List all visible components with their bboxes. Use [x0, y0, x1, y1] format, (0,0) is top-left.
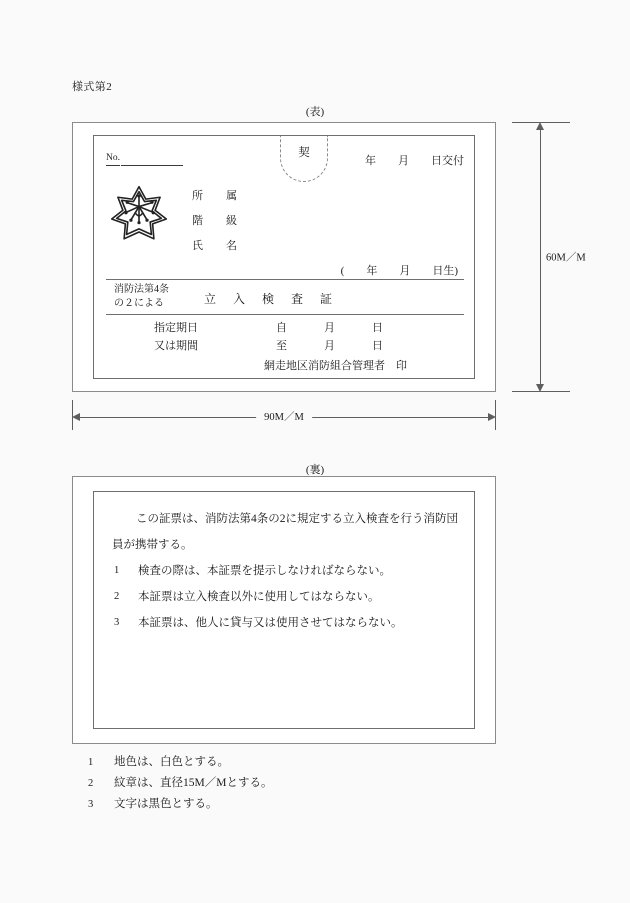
bottom-note-3 [88, 794, 272, 815]
width-arrow-left-icon [72, 413, 80, 421]
back-rule-1 [112, 558, 460, 584]
certificate-number-field [106, 152, 183, 166]
back-side-caption: (裏) [305, 464, 325, 476]
back-card-content [112, 506, 460, 636]
period-from-mark: 自 [276, 322, 287, 334]
birth-date-line [106, 260, 464, 280]
seal-character: 契 [298, 147, 310, 159]
form-number: 様式第2 [72, 81, 113, 93]
back-rule-3-number: 3 [114, 617, 120, 628]
front-card-inner-frame [93, 135, 475, 379]
person-field-labels [192, 184, 243, 259]
birth-open-paren: ( [340, 265, 345, 277]
law-reference-line1: 消防法第4条 [114, 284, 169, 295]
bottom-note-2-text: 紋章は、直径15M／Mとする。 [114, 777, 273, 789]
issue-month-label: 月 [398, 155, 409, 167]
height-dimension-line [540, 125, 541, 389]
period-to-month: 月 [324, 340, 335, 352]
certificate-number-blank [121, 154, 183, 166]
cherry-blossom-emblem-icon [108, 183, 170, 245]
width-dimension-label: 90M／M [256, 409, 312, 424]
width-arrow-right-icon [488, 413, 496, 421]
birth-year-label: 年 [366, 265, 378, 277]
name-label: 氏 名 [192, 240, 243, 252]
height-arrow-up-icon [536, 122, 544, 130]
period-row-to [106, 337, 464, 355]
height-dimension-label: 60M／M [546, 248, 586, 267]
period-from-month: 月 [324, 322, 335, 334]
bottom-notes-list [88, 752, 272, 815]
certificate-title-row [106, 281, 464, 315]
front-side-caption: (表) [305, 106, 325, 118]
birth-day-label: 日生) [432, 265, 458, 277]
bottom-note-2 [88, 773, 272, 794]
bottom-note-3-text: 文字は黒色とする。 [114, 798, 218, 810]
bottom-note-2-number: 2 [88, 778, 94, 789]
height-dimension-annotation [512, 122, 586, 392]
bottom-note-1-text: 地色は、白色とする。 [114, 756, 229, 768]
issue-day-label: 日交付 [431, 155, 464, 167]
back-rule-1-number: 1 [114, 565, 120, 576]
bottom-note-1-number: 1 [88, 757, 94, 768]
period-to-day: 日 [372, 340, 383, 352]
back-card-outer-frame [72, 476, 496, 744]
back-rule-2-number: 2 [114, 591, 120, 602]
inspection-period-block [106, 319, 464, 375]
front-card-outer-frame [72, 122, 496, 392]
issuer-row [106, 357, 464, 375]
rank-label: 階 級 [192, 215, 243, 227]
height-arrow-down-icon [536, 384, 544, 392]
period-to-mark: 至 [276, 340, 287, 352]
period-label-line1: 指定期日 [154, 322, 198, 334]
affiliation-label: 所 属 [192, 190, 243, 202]
back-rule-2 [112, 584, 460, 610]
period-from-day: 日 [372, 322, 383, 334]
back-card-inner-frame [93, 491, 475, 729]
issuer-seal-mark: 印 [396, 360, 407, 372]
birth-date-text [341, 262, 458, 278]
issue-date-line [365, 152, 464, 168]
law-reference-line2: の２による [114, 298, 164, 309]
bottom-note-1 [88, 752, 272, 773]
front-card-content [94, 136, 474, 378]
back-rule-1-text: 検査の際は、本証票を提示しなければならない。 [138, 565, 391, 577]
period-label-line2: 又は期間 [154, 340, 198, 352]
certificate-number-label: No. [106, 152, 120, 166]
back-rule-3 [112, 610, 460, 636]
birth-month-label: 月 [399, 265, 411, 277]
back-intro-text: この証票は、消防法第4条の2に規定する立入検査を行う消防団員が携帯する。 [112, 513, 458, 551]
certificate-title: 立 入 検 査 証 [204, 292, 340, 306]
period-row-from [106, 319, 464, 337]
back-rule-3-text: 本証票は、他人に貸与又は使用させてはならない。 [138, 617, 403, 629]
width-dimension-annotation [72, 400, 496, 434]
contract-seal-area [280, 136, 328, 182]
bottom-note-3-number: 3 [88, 799, 94, 810]
law-reference [114, 283, 169, 311]
issuer-name: 網走地区消防組合管理者 [264, 360, 385, 372]
back-rule-2-text: 本証票は立入検査以外に使用してはならない。 [138, 591, 380, 603]
issue-year-label: 年 [365, 155, 376, 167]
